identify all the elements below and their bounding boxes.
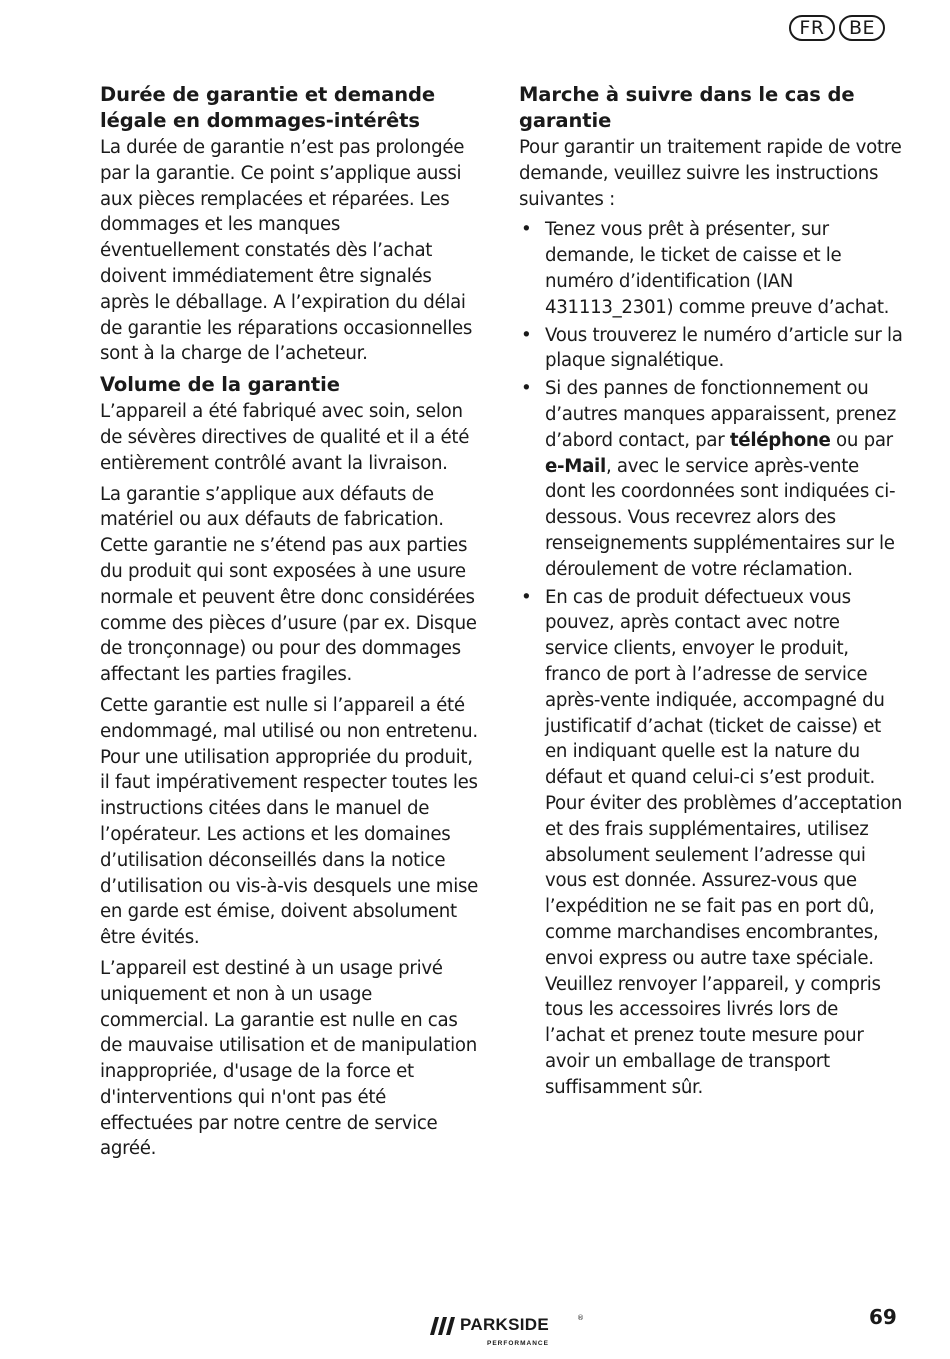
language-badges [789,15,885,41]
section-title-warranty-procedure [519,82,903,134]
list-item-text-part: ou par [830,429,893,451]
section-title-warranty-duration [100,82,482,134]
logo-stripes-icon [430,1317,458,1335]
list-item-text: Vous trouverez le numéro d’article sur la plaque signalétique. [545,324,903,372]
logo-subtitle: PERFORMANCE [487,1340,549,1347]
email-emphasis: e-Mail [545,455,606,477]
warranty-duration-paragraph: La durée de garantie n’est pas prolongée par la garantie. Ce point s’applique aussi aux pièces remplacées et réparées. Les dommages et les manques éventuellement constatés dès l’achat doivent immédiatement être signalés après le déballage. A l’expiration du délai de garantie les réparations occasionnelles sont à la charge de l’acheteur. [100,137,473,365]
phone-emphasis: téléphone [729,429,831,451]
title-line-1: Marche à suivre dans le cas de [519,83,855,106]
list-item-text-part: Si des pannes de fonctionnement ou d’autres manques apparaissent, prenez d’abord contact, par [545,378,896,451]
title-line-1: Durée de garantie et demande [100,83,435,106]
language-badge-be: BE [839,15,885,41]
list-item [519,585,903,1101]
warranty-scope-paragraph-4: L’appareil est destiné à un usage privé uniquement et non à un usage commercial. La garantie est nulle en cas de mauvaise utilisation et de manipulation inappropriée, d'usage de la force et d'interventions qui n'ont pas été effectuées par notre centre de service agréé. [100,957,477,1160]
title-line-2: garantie [519,109,612,132]
warranty-scope-paragraph-2: La garantie s’applique aux défauts de matériel ou aux défauts de fabrication. Cette garantie ne s’étend pas aux parties du produit qui sont exposées à une usure normale et peuvent être donc considérées comme des pièces d’usure (par ex. Disque de tronçonnage) ou pour des dommages affectant les parties fragiles. [100,483,477,686]
warranty-scope-paragraph-1: L’appareil a été fabriqué avec soin, selon de sévères directives de qualité et il a été entièrement contrôlé avant la livraison. [100,401,470,474]
bullet-icon: • [521,324,532,346]
left-column [100,82,482,1167]
warranty-scope-paragraph-3: Cette garantie est nulle si l’appareil a été endommagé, mal utilisé ou non entretenu. Pour une utilisation appropriée du produit, il faut impérativement respecter toutes les instructions citées dans le manuel de l’opérateur. Les actions et les domaines d’utilisation déconseillés dans la notice d’utilisation ou vis-à-vis desquels une mise en garde est émise, doivent absolument être évités. [100,694,479,949]
list-item-text: Tenez vous prêt à présenter, sur demande, le ticket de caisse et le numéro d’identification (IAN 431113_2301) comme preuve d’achat. [545,219,890,318]
list-item [519,323,903,375]
bullet-icon: • [521,219,532,241]
list-item-text-part: , avec le service après-vente dont les coordonnées sont indiquées ci-dessous. Vous recevrez alors des renseignements supplémentaires sur le déroulement de votre réclamation. [545,455,896,580]
page-number: 69 [869,1305,897,1329]
list-item [519,376,903,582]
parkside-logo [430,1314,590,1350]
logo-registered-mark: ® [577,1314,584,1322]
procedure-intro: Pour garantir un traitement rapide de votre demande, veuillez suivre les instructions suivantes : [519,137,902,210]
title-line-2: légale en dommages-intérêts [100,109,420,132]
list-item-text: En cas de produit défectueux vous pouvez, après contact avec notre service clients, envoyer le produit, franco de port à l’adresse de service après-vente indiquée, accompagné du justificatif d’achat (ticket de caisse) et en indiquant quelle est la nature du défaut et quand celui-ci s’est produit. Pour éviter des problèmes d’acceptation et des frais supplémentaires, utilisez absolument seulement l’adresse qui vous est donnée. Assurez-vous que l’expédition ne se fait pas en port dû, comme marchandises encombrantes, envoi express ou autre taxe spéciale. Veuillez renvoyer l’appareil, y compris tous les accessoires livrés lors de l’achat et prenez toute mesure pour avoir un emballage de transport suffisamment sûr. [545,586,903,1098]
list-item [519,217,903,320]
language-badge-fr: FR [789,15,835,41]
bullet-icon: • [521,586,532,608]
procedure-list [519,217,903,1100]
logo-name: PARKSIDE [460,1315,549,1334]
section-title-warranty-scope: Volume de la garantie [100,373,340,397]
right-column [519,82,903,1102]
bullet-icon: • [521,378,532,400]
